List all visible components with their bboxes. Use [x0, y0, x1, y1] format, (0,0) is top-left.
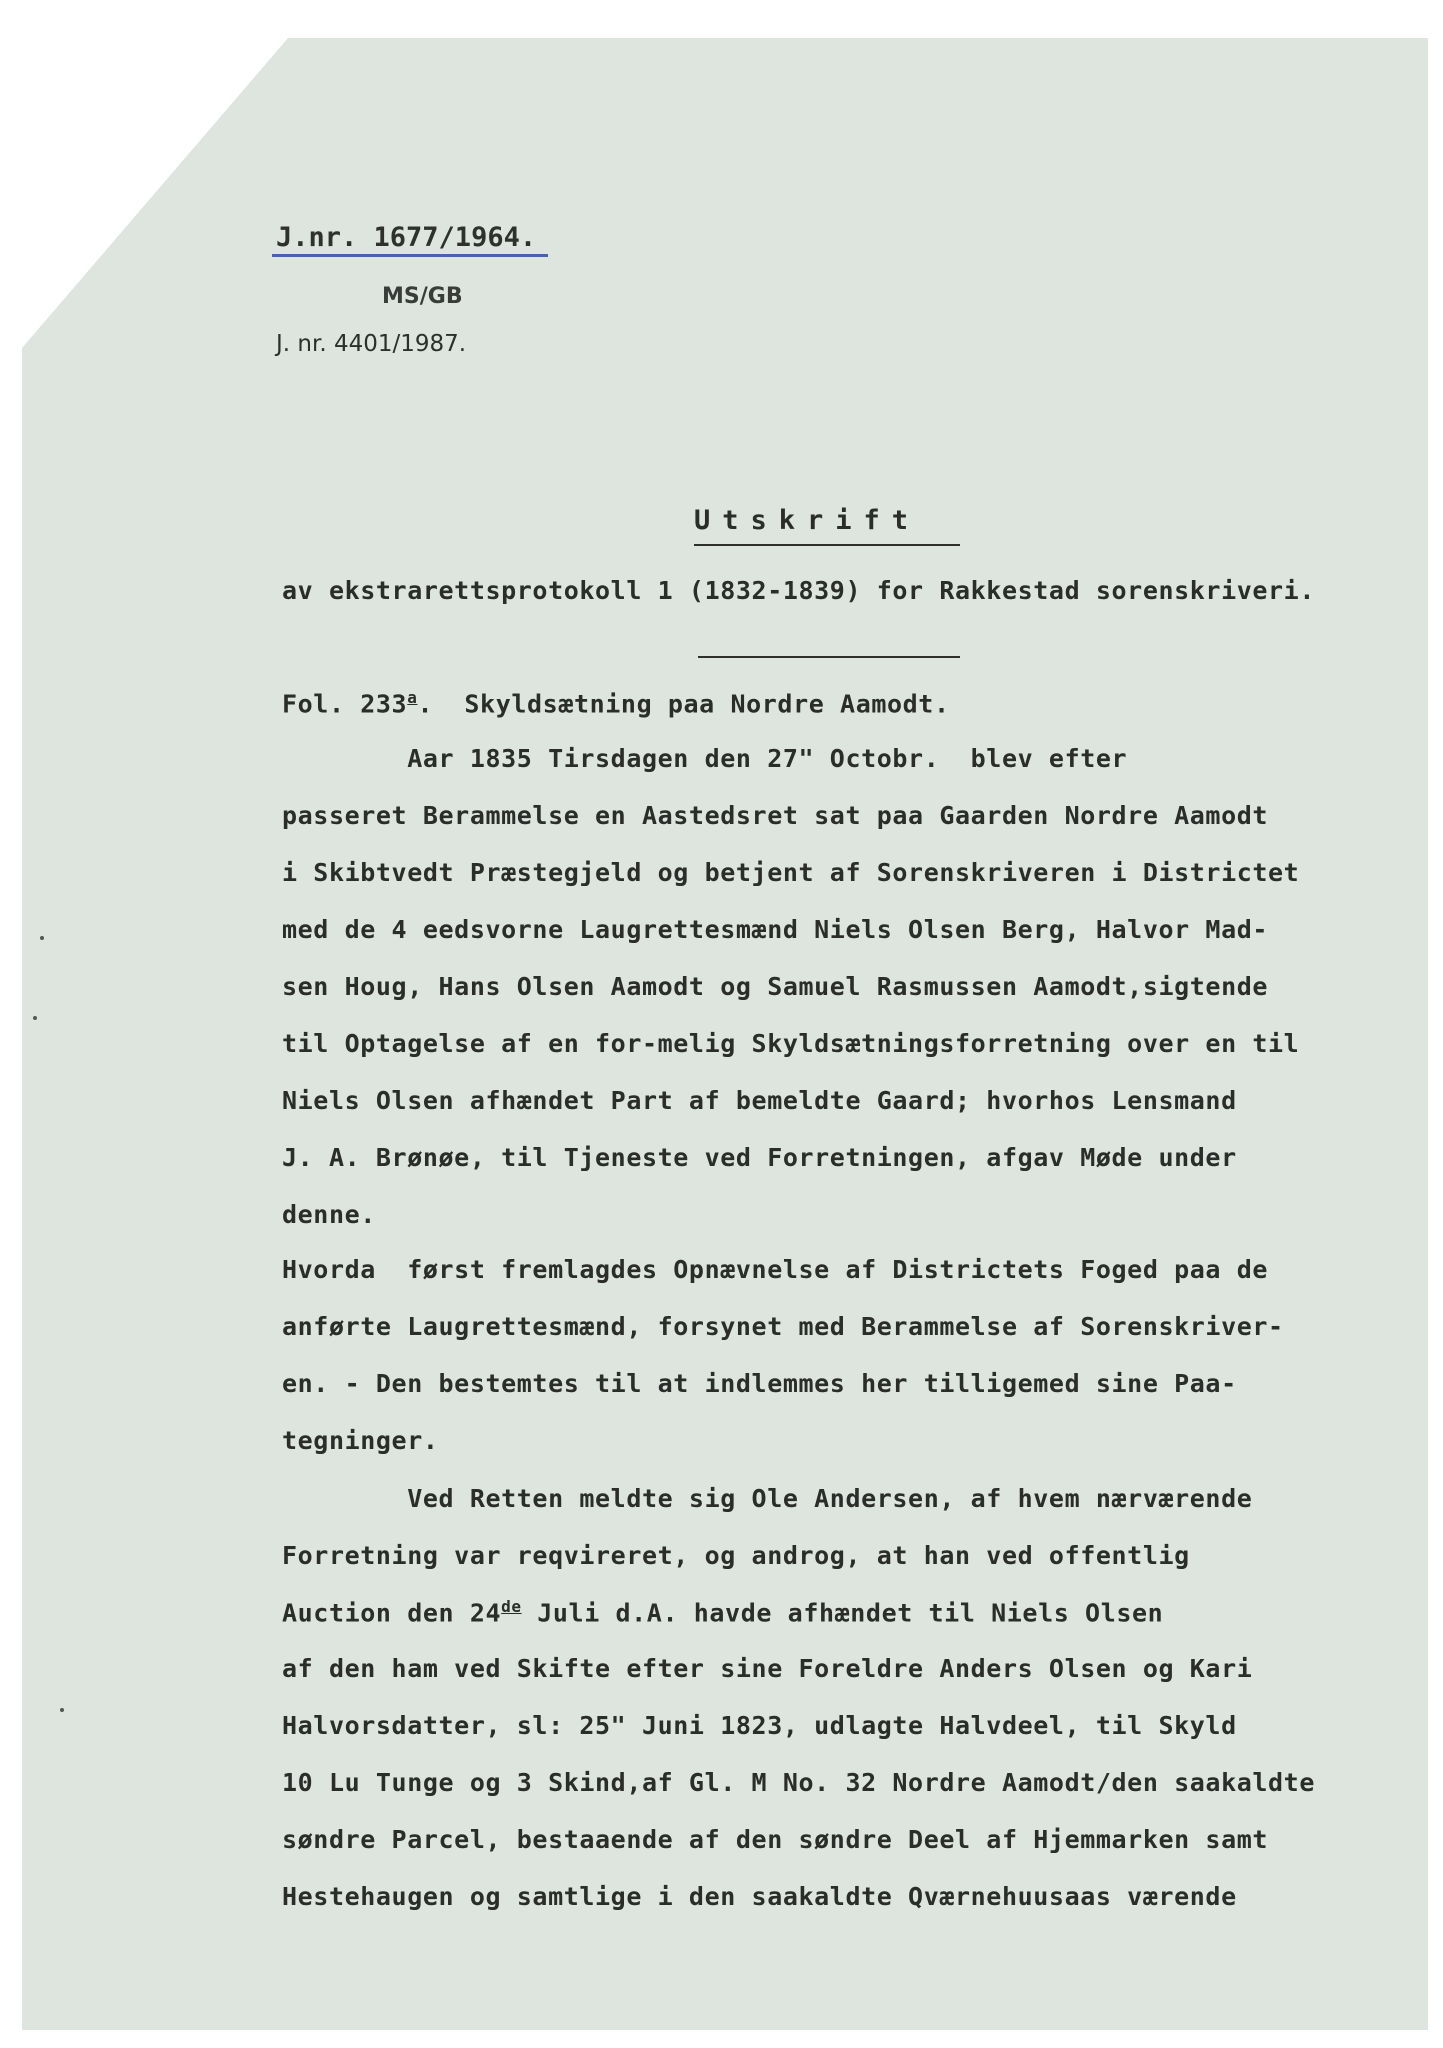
body-line: i Skibtvedt Præstegjeld og betjent af Sorenskriveren i Districtet — [282, 858, 1300, 887]
auction-sup: de — [501, 1597, 522, 1616]
body-line: en. - Den bestemtes til at indlemmes her tilligemed sine Paa- — [282, 1369, 1237, 1398]
margin-dot — [33, 1016, 37, 1020]
document-title: Utskrift — [694, 505, 921, 536]
body-line: Halvorsdatter, sl: 25" Juni 1823, udlagte Halvdeel, til Skyld — [282, 1711, 1237, 1740]
folio-sup: a — [407, 688, 418, 707]
body-line: 10 Lu Tunge og 3 Skind,af Gl. M No. 32 Nordre Aamodt/den saakaldte — [282, 1768, 1315, 1797]
body-line: Niels Olsen afhændet Part af bemeldte Gaard; hvorhos Lensmand — [282, 1086, 1237, 1115]
document-subtitle: av ekstrarettsprotokoll 1 (1832-1839) for Rakkestad sorenskriveri. — [282, 576, 1315, 605]
body-line: J. A. Brønøe, til Tjeneste ved Forretningen, afgav Møde under — [282, 1143, 1237, 1172]
body-line: søndre Parcel, bestaaende af den søndre Deel af Hjemmarken samt — [282, 1825, 1269, 1854]
journal-number: J.nr. 1677/1964. — [276, 222, 537, 253]
body-line: Ved Retten meldte sig Ole Andersen, af hvem nærværende — [282, 1484, 1253, 1513]
body-line-auction — [282, 1597, 1163, 1627]
body-line: Aar 1835 Tirsdagen den 27" Octobr. blev efter — [282, 744, 1128, 773]
body-line: sen Houg, Hans Olsen Aamodt og Samuel Rasmussen Aamodt,sigtende — [282, 972, 1269, 1001]
body-line: Hestehaugen og samtlige i den saakaldte Qværnehuusaas værende — [282, 1882, 1237, 1911]
body-line: passeret Berammelse en Aastedsret sat paa Gaarden Nordre Aamodt — [282, 801, 1269, 830]
body-line: Hvorda først fremlagdes Opnævnelse af Districtets Foged paa de — [282, 1255, 1269, 1284]
body-line: Forretning var reqvireret, og androg, at han ved offentlig — [282, 1541, 1190, 1570]
body-line: af den ham ved Skifte efter sine Foreldre Anders Olsen og Kari — [282, 1654, 1253, 1683]
journal-number-underline — [272, 254, 548, 257]
auction-suffix: Juli d.A. havde afhændet til Niels Olsen — [521, 1598, 1164, 1628]
margin-dot — [60, 1708, 64, 1712]
body-line: tegninger. — [282, 1426, 439, 1455]
journal-number-2: J. nr. 4401/1987. — [276, 331, 467, 357]
folio-suffix: . Skyldsætning paa Nordre Aamodt. — [417, 689, 950, 719]
separator-rule — [698, 656, 960, 658]
initials: MS/GB — [382, 284, 463, 309]
body-line: denne. — [282, 1200, 376, 1229]
folio-prefix: Fol. 233 — [282, 689, 408, 719]
title-underline — [694, 544, 960, 546]
auction-prefix: Auction den 24 — [282, 1598, 502, 1628]
body-line: med de 4 eedsvorne Laugrettesmænd Niels Olsen Berg, Halvor Mad- — [282, 915, 1269, 944]
body-line: til Optagelse af en for-melig Skyldsætningsforretning over en til — [282, 1029, 1300, 1058]
folio-heading — [282, 688, 950, 718]
body-line: anførte Laugrettesmænd, forsynet med Berammelse af Sorenskriver- — [282, 1312, 1284, 1341]
margin-dot — [40, 936, 44, 940]
